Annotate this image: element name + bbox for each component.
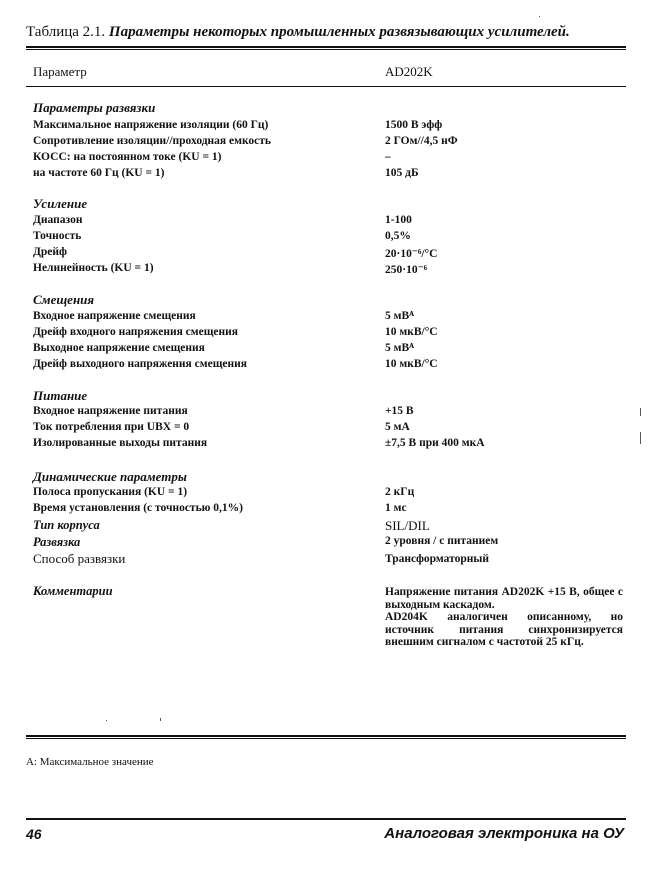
param-value: +15 В (385, 405, 414, 417)
book-title: Аналоговая электроника на ОУ (384, 825, 624, 842)
param-value: 2 кГц (385, 486, 415, 498)
scan-speck (160, 718, 161, 721)
param-value: 105 дБ (385, 167, 419, 179)
param-value: 2 ГОм//4,5 нФ (385, 135, 458, 147)
param-label: Ток потребления при UBX = 0 (33, 421, 190, 433)
param-value: 20·10⁻⁶/°С (385, 248, 438, 260)
footer-rule (26, 818, 626, 820)
param-label: Изолированные выходы питания (33, 437, 208, 449)
bottom-rule (26, 735, 626, 737)
isolation-label: Развязка (33, 535, 81, 549)
param-label: Входное напряжение питания (33, 405, 188, 417)
param-value: 0,5% (385, 230, 411, 242)
param-label: Дрейф (33, 246, 67, 258)
param-value: 5 мА (385, 421, 410, 433)
top-rule-thin (26, 49, 626, 50)
comment-line: Напряжение питания AD202K +15 В, общее с выходным каскадом. (385, 586, 623, 611)
param-value: ±7,5 В при 400 мкА (385, 437, 485, 449)
table-title (26, 24, 626, 41)
scan-speck (106, 720, 107, 721)
comments-text (385, 586, 623, 649)
footnote: А: Максимальное значение (26, 756, 154, 768)
header-rule (26, 86, 626, 87)
param-label: КОСС: на постоянном токе (KU = 1) (33, 151, 222, 163)
param-value: 1500 В эфф (385, 119, 443, 131)
param-label: Дрейф входного напряжения смещения (33, 326, 239, 338)
param-value: 1 мс (385, 502, 407, 514)
scan-speck (640, 408, 641, 416)
param-label: Выходное напряжение смещения (33, 342, 205, 354)
param-value: 1-100 (385, 214, 412, 226)
param-label: Входное напряжение смещения (33, 310, 196, 322)
param-label: Сопротивление изоляции//проходная емкость (33, 135, 272, 147)
page-number: 46 (26, 826, 42, 842)
param-value: 5 мВᴬ (385, 310, 415, 322)
header-param: Параметр (33, 64, 87, 79)
header-value: AD202K (385, 64, 433, 79)
isolation-method-value: Трансформаторный (385, 553, 489, 565)
comment-line: AD204K аналогичен описанному, но источник питания синхронизируется внешним сигналом с частотой 25 кГц. (385, 611, 623, 648)
table-number: Таблица 2.1. (26, 24, 106, 40)
param-label: Нелинейность (KU = 1) (33, 262, 154, 274)
param-value: 250·10⁻⁶ (385, 264, 428, 276)
param-value: – (385, 151, 391, 163)
section-title-gain: Усиление (33, 196, 88, 211)
isolation-value: 2 уровня / с питанием (385, 535, 499, 547)
section-title-offsets: Смещения (33, 292, 95, 307)
package-type-value: SIL/DIL (385, 518, 430, 533)
param-label: на частоте 60 Гц (KU = 1) (33, 167, 165, 179)
bottom-rule-thin (26, 738, 626, 739)
param-label: Время установления (с точностью 0,1%) (33, 502, 244, 514)
comments-title: Комментарии (33, 584, 113, 598)
isolation-method-label: Способ развязки (33, 551, 126, 566)
section-title-isolation: Параметры развязки (33, 100, 156, 115)
param-value: 10 мкВ/°С (385, 326, 438, 338)
scan-speck (640, 432, 641, 444)
param-value: 10 мкВ/°С (385, 358, 438, 370)
param-label: Максимальное напряжение изоляции (60 Гц) (33, 119, 269, 131)
scan-speck (539, 16, 540, 17)
param-label: Дрейф выходного напряжения смещения (33, 358, 247, 370)
section-title-dynamic: Динамические параметры (33, 469, 187, 484)
section-title-power: Питание (33, 388, 88, 403)
package-type-label: Тип корпуса (33, 518, 100, 532)
table-caption: Параметры некоторых промышленных развязывающих усилителей. (108, 24, 570, 40)
param-label: Точность (33, 230, 82, 242)
param-label: Полоса пропускания (KU = 1) (33, 486, 188, 498)
top-rule (26, 46, 626, 48)
param-value: 5 мВᴬ (385, 342, 415, 354)
param-label: Диапазон (33, 214, 83, 226)
